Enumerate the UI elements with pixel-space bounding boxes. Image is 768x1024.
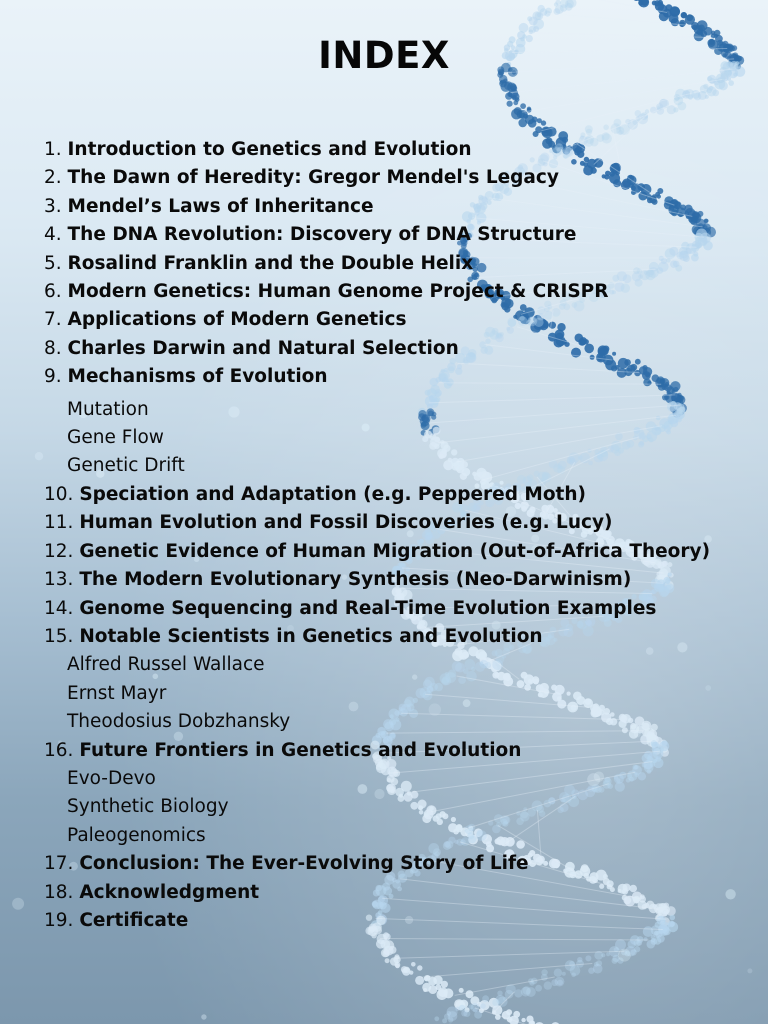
entry-number: 14. [44, 597, 74, 619]
entry-number: 13. [44, 569, 74, 591]
index-entry [44, 250, 764, 278]
entry-number: 12. [44, 540, 74, 562]
index-entry [44, 879, 764, 907]
index-entry [44, 509, 764, 537]
entry-title: Applications of Modern Genetics [67, 309, 407, 331]
entry-title: Human Evolution and Fossil Discoveries (e.g. Lucy) [79, 512, 613, 534]
entry-title: Genetic Evidence of Human Migration (Out-of-Africa Theory) [79, 540, 711, 562]
table-of-contents [44, 136, 764, 935]
entry-title: Genome Sequencing and Real-Time Evolution Examples [79, 597, 657, 619]
entry-number: 2. [44, 167, 62, 189]
entry-title: Introduction to Genetics and Evolution [67, 139, 472, 160]
index-entry [44, 164, 764, 192]
entry-title: Speciation and Adaptation (e.g. Peppered Moth) [79, 483, 587, 505]
entry-number: 10. [44, 483, 74, 505]
index-subentry: Synthetic Biology [67, 796, 229, 818]
index-entry [44, 193, 764, 221]
index-subentry: Gene Flow [67, 427, 164, 449]
entry-number: 16. [44, 739, 74, 761]
entry-number: 11. [44, 512, 74, 534]
index-entry [44, 278, 764, 306]
index-subentry: Theodosius Dobzhansky [67, 711, 291, 733]
index-entry [44, 306, 764, 334]
entry-title: Charles Darwin and Natural Selection [67, 337, 459, 359]
index-entry [44, 538, 764, 566]
entry-number: 4. [44, 224, 62, 246]
entry-number: 3. [44, 195, 62, 217]
index-entry [44, 335, 764, 363]
entry-title: The Modern Evolutionary Synthesis (Neo-Darwinism) [79, 569, 632, 591]
index-subentry: Alfred Russel Wallace [67, 654, 265, 676]
index-subentry: Paleogenomics [67, 824, 206, 846]
entry-number: 18. [44, 881, 74, 903]
entry-number: 8. [44, 337, 62, 359]
entry-number: 7. [44, 309, 62, 331]
page-title: INDEX [318, 34, 450, 77]
index-subentry: Evo-Devo [67, 767, 156, 789]
index-subentry: Genetic Drift [67, 455, 185, 477]
index-entry [44, 737, 764, 765]
entry-title: Mechanisms of Evolution [67, 366, 328, 388]
index-entry [44, 221, 764, 249]
index-entry [44, 623, 764, 651]
index-entry [44, 566, 764, 594]
index-entry [44, 136, 764, 164]
index-subentry: Mutation [67, 398, 149, 420]
index-entry [44, 850, 764, 878]
entry-title: Acknowledgment [79, 881, 260, 903]
entry-number: 17. [44, 853, 74, 875]
entry-number: 19. [44, 909, 74, 931]
entry-number: 9. [44, 366, 62, 388]
entry-title: Certificate [79, 909, 189, 931]
index-entry [44, 363, 764, 391]
entry-title: The Dawn of Heredity: Gregor Mendel's Legacy [67, 167, 559, 189]
entry-title: Rosalind Franklin and the Double Helix [67, 252, 474, 274]
entry-number: 1. [44, 139, 62, 160]
entry-number: 5. [44, 252, 62, 274]
entry-title: The DNA Revolution: Discovery of DNA Structure [67, 224, 577, 246]
entry-title: Notable Scientists in Genetics and Evolution [79, 625, 543, 647]
entry-title: Modern Genetics: Human Genome Project & CRISPR [67, 281, 609, 303]
index-entry [44, 481, 764, 509]
entry-number: 6. [44, 281, 62, 303]
index-entry [44, 595, 764, 623]
index-subentry: Ernst Mayr [67, 682, 167, 704]
entry-number: 15. [44, 625, 74, 647]
entry-title: Conclusion: The Ever-Evolving Story of Life [79, 853, 529, 875]
entry-title: Future Frontiers in Genetics and Evolution [79, 739, 522, 761]
entry-title: Mendel’s Laws of Inheritance [67, 195, 374, 217]
index-entry [44, 907, 764, 935]
